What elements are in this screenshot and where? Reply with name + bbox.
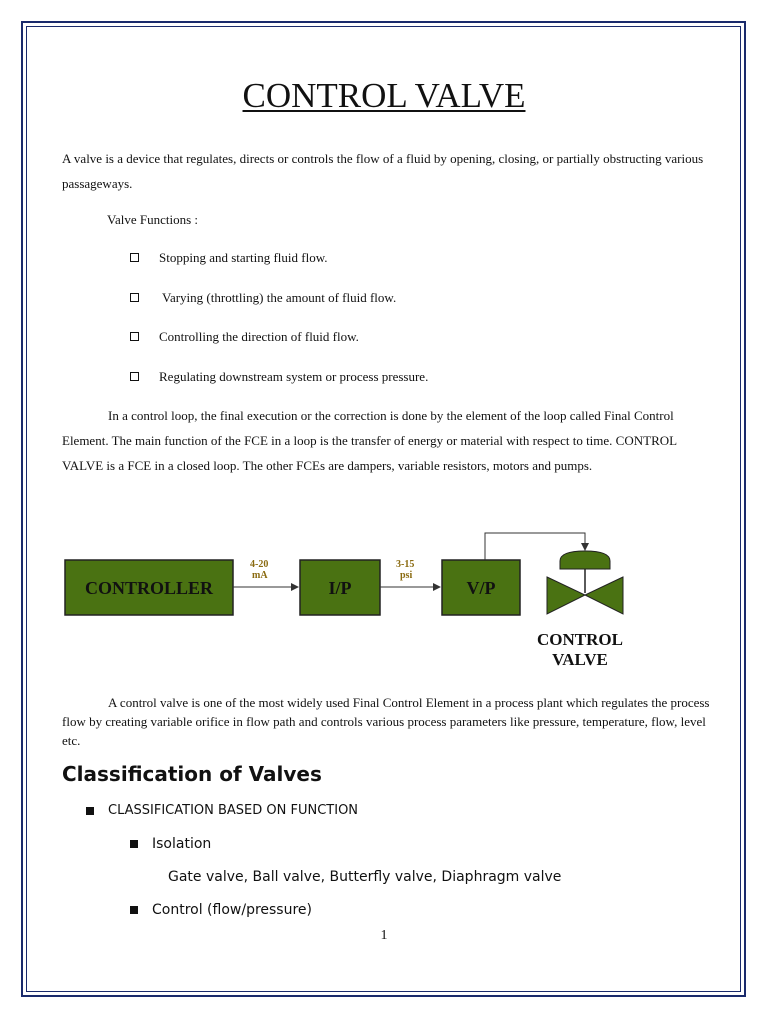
sub-item-isolation-text: Isolation	[152, 836, 212, 852]
valve-body-left-icon	[547, 577, 585, 614]
control-valve-paragraph-text: A control valve is one of the most widely used Final Control Element in a process plant which regulates the process flow by creating variable orifice in flow path and controls various process parameters like pressure, temperature, flow, level etc.	[62, 695, 710, 748]
function-item	[130, 329, 359, 345]
valve-actuator-icon	[560, 551, 610, 569]
function-item-text: Stopping and starting fluid flow.	[159, 250, 328, 265]
sub-item-control-text: Control (flow/pressure)	[152, 902, 313, 918]
vp-label: V/P	[466, 578, 496, 598]
function-item-text: Varying (throttling) the amount of fluid flow.	[159, 290, 397, 305]
function-item	[130, 369, 428, 385]
signal-2-value: 3-15	[396, 559, 415, 570]
square-bullet-icon	[86, 807, 94, 815]
valve-label-line2: VALVE	[552, 650, 608, 669]
page-title-text: CONTROL VALVE	[242, 76, 526, 115]
checkbox-bullet-icon	[130, 253, 139, 262]
page-number: 1	[380, 928, 388, 943]
fce-paragraph-text: In a control loop, the final execution or the correction is done by the element of the loop called Final Control Element. The main function of the FCE in a loop is the transfer of energy or material with respect to time. CONTROL VALVE is a FCE in a closed loop. The other FCEs are dampers, variable resistors, motors and pumps.	[62, 408, 677, 473]
sub-item-control	[130, 902, 312, 918]
ip-label: I/P	[328, 578, 352, 598]
function-item-text: Regulating downstream system or process pressure.	[159, 369, 429, 384]
page-title	[0, 76, 768, 116]
sub-item-isolation	[130, 836, 211, 852]
functions-heading: Valve Functions :	[107, 212, 198, 227]
classification-item-text: CLASSIFICATION BASED ON FUNCTION	[108, 803, 359, 818]
function-item	[130, 250, 328, 266]
signal-2-unit: psi	[400, 570, 413, 581]
valve-body-right-icon	[585, 577, 623, 614]
control-valve-paragraph	[62, 693, 712, 750]
classification-item	[86, 803, 358, 818]
controller-label: CONTROLLER	[84, 578, 214, 598]
function-item-text: Controlling the direction of fluid flow.	[159, 329, 359, 344]
isolation-examples: Gate valve, Ball valve, Butterfly valve, Diaphragm valve	[168, 869, 562, 885]
function-item	[130, 290, 396, 306]
fce-paragraph	[62, 403, 712, 478]
intro-paragraph: A valve is a device that regulates, directs or controls the flow of a fluid by opening, closing, or partially obstructing various passageways.	[62, 151, 704, 191]
checkbox-bullet-icon	[130, 332, 139, 341]
signal-1-value: 4-20	[250, 559, 269, 570]
checkbox-bullet-icon	[130, 372, 139, 381]
classification-heading: Classification of Valves	[62, 762, 322, 786]
signal-1-unit: mA	[252, 570, 268, 581]
square-bullet-icon	[130, 840, 138, 848]
square-bullet-icon	[130, 906, 138, 914]
valve-label-line1: CONTROL	[537, 630, 623, 649]
checkbox-bullet-icon	[130, 293, 139, 302]
control-loop-diagram	[60, 525, 660, 670]
